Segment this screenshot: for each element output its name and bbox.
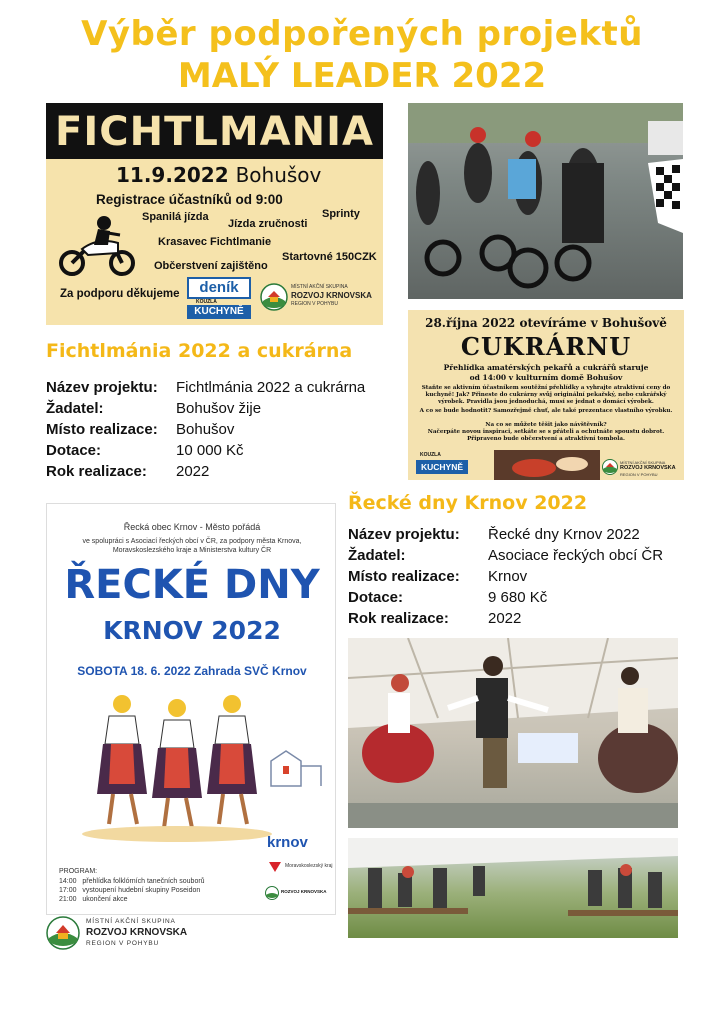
page-title-line2: MALÝ LEADER 2022 xyxy=(177,56,547,96)
project1-heading: Fichtlmánia 2022 a cukrárna xyxy=(46,340,353,362)
greek-title2: KRNOV 2022 xyxy=(103,616,281,645)
audience-image xyxy=(348,838,678,938)
info-label: Název projektu: xyxy=(46,379,158,396)
kuchyne-logo: KUCHYNĚ xyxy=(187,305,251,319)
info-value: 2022 xyxy=(488,610,522,627)
mas-sub-2: REGION V POHYBU xyxy=(620,472,658,477)
bottom-logo-small: MÍSTNÍ AKČNÍ SKUPINA xyxy=(86,918,176,925)
program-time: 21:00 xyxy=(59,896,77,903)
cukrarna-sub2: od 14:00 v kulturním domě Bohušov xyxy=(469,373,623,382)
denik-logo: deník xyxy=(187,277,251,299)
mas-emblem-icon xyxy=(265,886,279,900)
info-label: Žadatel: xyxy=(348,547,406,564)
photo-folk-dance xyxy=(348,638,678,828)
program-time: 14:00 xyxy=(59,878,77,885)
photo-moped-race xyxy=(408,103,683,299)
info-value: Bohušov žije xyxy=(176,400,262,417)
poster-place: Bohušov xyxy=(235,163,322,187)
moped-race-image xyxy=(408,103,683,299)
info-label: Rok realizace: xyxy=(46,463,147,480)
kouzla-label: KOUZLA xyxy=(196,299,217,305)
greek-support2: Moravskoslezského kraje a Ministerstva kultury ČR xyxy=(112,547,272,554)
bottom-logo-sub: REGION V POHYBU xyxy=(86,940,160,947)
cake-photo-icon xyxy=(494,450,600,480)
info-value: 2022 xyxy=(176,463,210,480)
info-label: Dotace: xyxy=(46,442,102,459)
dancers-illustration xyxy=(77,684,277,844)
poster-date-value: 11.9.2022 xyxy=(116,163,229,187)
info-value: 9 680 Kč xyxy=(488,589,548,606)
poster-item: Jízda zručnosti xyxy=(228,218,308,230)
info-label: Rok realizace: xyxy=(348,610,449,627)
cukrarna-p4: Načerpáte novou inspiraci, setkáte se s přáteli a ochutnáte spoustu dobrot. xyxy=(427,429,665,435)
cukrarna-title: CUKRÁRNU xyxy=(460,332,632,361)
mas-emblem-icon xyxy=(46,916,80,950)
program-text: přehlídka folklórních tanečních souborů xyxy=(82,878,205,885)
info-label: Název projektu: xyxy=(348,526,460,543)
greek-date: SOBOTA 18. 6. 2022 Zahrada SVČ Krnov xyxy=(77,664,307,678)
project2-heading: Řecké dny Krnov 2022 xyxy=(348,492,588,514)
poster-thanks: Za podporu děkujeme xyxy=(60,288,180,300)
program-list xyxy=(59,877,205,904)
program-label: PROGRAM: xyxy=(59,868,98,875)
cukrarna-poster xyxy=(408,310,684,480)
program-time: 17:00 xyxy=(59,887,77,894)
info-label: Žadatel: xyxy=(46,400,104,417)
msk-logo: Moravskoslezský kraj xyxy=(285,863,333,869)
kuchyne-logo-2: KUCHYNĚ xyxy=(416,460,468,474)
poster-item: Sprinty xyxy=(322,208,360,220)
greek-support1: ve spolupráci s Asociací řeckých obcí v ČR, za podpory města Krnova, xyxy=(82,538,302,545)
poster-item: Spanilá jízda xyxy=(142,211,209,223)
info-value: 10 000 Kč xyxy=(176,442,244,459)
greek-days-poster xyxy=(46,503,336,915)
mas-small-label-2: MÍSTNÍ AKČNÍ SKUPINA xyxy=(620,460,666,465)
krnov-logo: krnov xyxy=(267,834,308,851)
mas-name: ROZVOJ KRNOVSKA xyxy=(291,291,372,300)
info-label: Místo realizace: xyxy=(46,421,158,438)
mas-emblem-icon xyxy=(260,283,288,311)
program-text: ukončení akce xyxy=(82,896,128,903)
fichtlmania-poster xyxy=(46,103,383,325)
poster-date xyxy=(116,163,321,187)
mas-logo-bottom xyxy=(46,916,246,950)
mas-sub: REGION V POHYBU xyxy=(291,301,338,307)
mas-emblem-icon xyxy=(602,459,618,475)
poster-item: Startovné 150CZK xyxy=(282,251,377,263)
poster-registration: Registrace účastníků od 9:00 xyxy=(96,192,283,207)
mas-name-2: ROZVOJ KRNOVSKA xyxy=(620,465,676,471)
cukrarna-p2: A co se bude hodnotit? Samozřejmě chuť, ale také prezentace vlastního výrobku. xyxy=(419,408,673,414)
info-value: Krnov xyxy=(488,568,528,585)
cukrarna-p3: Na co se můžete těšit jako návštěvník? xyxy=(485,422,607,428)
program-text: vystoupení hudební skupiny Poseidon xyxy=(82,887,201,894)
poster-banner: FICHTLMANIA xyxy=(46,103,383,159)
greek-title1: ŘECKÉ DNY xyxy=(64,562,320,608)
info-value: Fichtlmánia 2022 a cukrárna xyxy=(176,379,366,396)
bottom-logo-name: ROZVOJ KRNOVSKA xyxy=(86,927,188,938)
info-value: Bohušov xyxy=(176,421,235,438)
cukrarna-sub1: Přehlídka amatérských pekařů a cukrářů staruje xyxy=(443,363,649,372)
kouzla-label-2: KOUZLA xyxy=(420,452,441,458)
project2-info xyxy=(348,524,663,629)
castle-sketch-icon xyxy=(261,736,331,796)
mas-small-label: MÍSTNÍ AKČNÍ SKUPINA xyxy=(291,284,348,290)
greek-org: Řecká obec Krnov - Město pořádá xyxy=(123,522,261,532)
poster-item: Krasavec Fichtlmanie xyxy=(158,236,272,248)
info-label: Místo realizace: xyxy=(348,568,460,585)
msk-emblem-icon xyxy=(267,860,283,874)
info-value: Řecké dny Krnov 2022 xyxy=(488,526,640,543)
cukrarna-p1: Staňte se aktivním účastníkem soutěžní přehlídky a vyhrajte atraktivní ceny do kuchyně! Jak? Přineste do cukrárny svůj originální pekařský, nebo cukrářský výrobek. Pravidla jsou jednoduchá, musí se jednat o domácí výrobek. xyxy=(421,385,671,405)
mas-logo-small xyxy=(260,283,380,313)
poster-item: Občerstvení zajištěno xyxy=(154,260,268,272)
cukrarna-line1: 28.října 2022 otevíráme v Bohušově xyxy=(425,316,667,330)
page-title-line1: Výběr podpořených projektů xyxy=(81,14,643,54)
folk-dance-image xyxy=(348,638,678,828)
mas-name-3: ROZVOJ KRNOVSKA xyxy=(281,889,327,894)
project1-info xyxy=(46,377,365,482)
info-value: Asociace řeckých obcí ČR xyxy=(488,547,664,564)
info-label: Dotace: xyxy=(348,589,404,606)
cukrarna-p5: Připraveno bude občerstvení a atraktivní tombola. xyxy=(467,436,625,442)
photo-audience xyxy=(348,838,678,938)
moped-icon xyxy=(58,213,138,277)
